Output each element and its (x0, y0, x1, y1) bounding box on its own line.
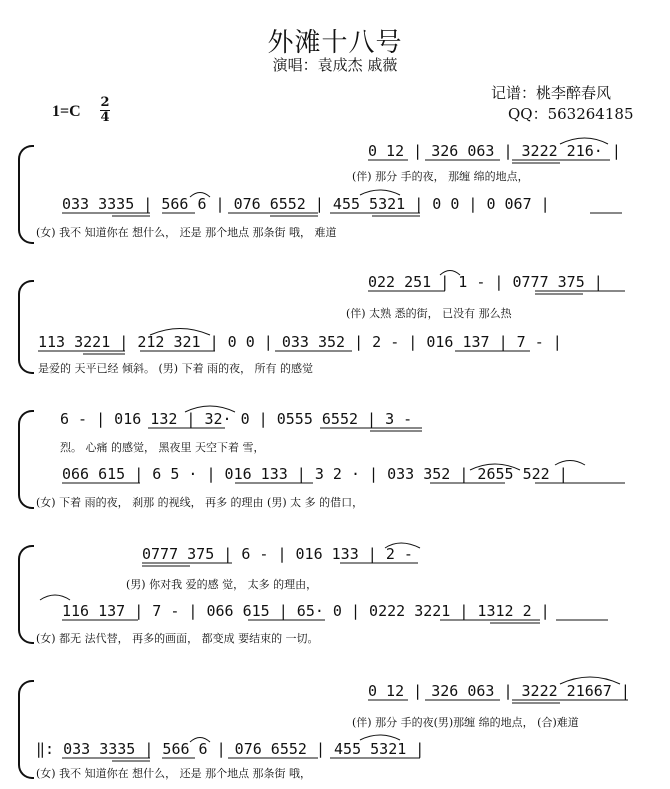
system5-top-notes: 0 12 | 326 063 | 3222 21667 | (368, 682, 630, 700)
system2-bottom-notes: 113 3221 | 212 321 | 0 0 | 033 352 | 2 - | 016 137 | 7 - | (38, 333, 562, 351)
system5-top-lyrics: (伴) 那分 手的夜(男)那缠 绵的地点， (合)难道 (352, 716, 579, 729)
time-sig-bottom: 4 (100, 110, 110, 125)
system1-top-lyrics: (伴) 那分 手的夜， 那缠 绵的地点， (352, 170, 529, 183)
system4-bottom-notes: 116 137 | 7 - | 066 615 | 65· 0 | 0222 3221 | 1312 2 | (62, 602, 550, 620)
slur (470, 464, 520, 470)
system3-top-lyrics: 烈。 心痛 的感觉， 黑夜里 天空下着 雪， (60, 441, 265, 454)
slur (150, 329, 210, 336)
slur (185, 406, 235, 412)
system4-top-notes: 0777 375 | 6 - | 016 133 | 2 - (142, 545, 413, 563)
slur (360, 735, 400, 740)
slur (560, 138, 608, 144)
system4-bottom-lyrics: (女) 都无 法代替， 再多的画面， 都变成 要结束的 一切。 (36, 632, 319, 645)
system1-bottom-lyrics: (女) 我不 知道你在 想什么， 还是 那个地点 那条街 哦， 难道 (36, 226, 337, 239)
system2-bottom-lyrics: 是爱的 天平已经 倾斜。 (男) 下着 雨的夜， 所有 的感觉 (38, 362, 314, 375)
system5-bottom-lyrics: (女) 我不 知道你在 想什么， 还是 那个地点 那条街 哦， (36, 767, 312, 780)
system1-bottom-notes: 033 3335 | 566 6 | 076 6552 | 455 5321 | 0 0 | 0 067 | (62, 195, 550, 213)
singers-line: 演唱：袁成杰 戚薇 (272, 56, 398, 74)
system3-bottom-notes: 066 615 | 6 5 · | 016 133 | 3 2 · | 033 352 | 2655 522 | (62, 465, 568, 483)
system5-bottom-notes: ‖: 033 3335 | 566 6 | 076 6552 | 455 5321 | (36, 740, 425, 758)
slur (190, 193, 210, 198)
slur (40, 595, 70, 600)
transcriber-credit: 记谱：桃李醉春风 (491, 84, 612, 102)
system3-top-notes: 6 - | 016 132 | 32· 0 | 0555 6552 | 3 - (60, 410, 413, 428)
time-sig-top: 2 (100, 95, 110, 110)
system3-bottom-lyrics: (女) 下着 雨的夜， 刹那 的视线， 再多 的理由 (男) 太 多 的借口， (36, 496, 364, 509)
slur (190, 738, 210, 743)
system1-top-notes: 0 12 | 326 063 | 3222 216· | (368, 142, 621, 160)
slur (385, 543, 420, 548)
system2-top-notes: 022 251 | 1 - | 0777 375 | (368, 273, 603, 291)
slur (555, 461, 585, 466)
qq-number: QQ：563264185 (508, 105, 634, 123)
song-title: 外滩十八号 (267, 28, 403, 58)
system4-top-lyrics: (男) 你对我 爱的感 觉， 太多 的理由， (126, 578, 318, 591)
key-signature: 1=C (52, 103, 81, 120)
slur (560, 677, 620, 684)
slur (440, 271, 460, 276)
system2-top-lyrics: (伴) 太熟 悉的街， 已没有 那么热 (346, 307, 512, 320)
slur (360, 190, 400, 195)
